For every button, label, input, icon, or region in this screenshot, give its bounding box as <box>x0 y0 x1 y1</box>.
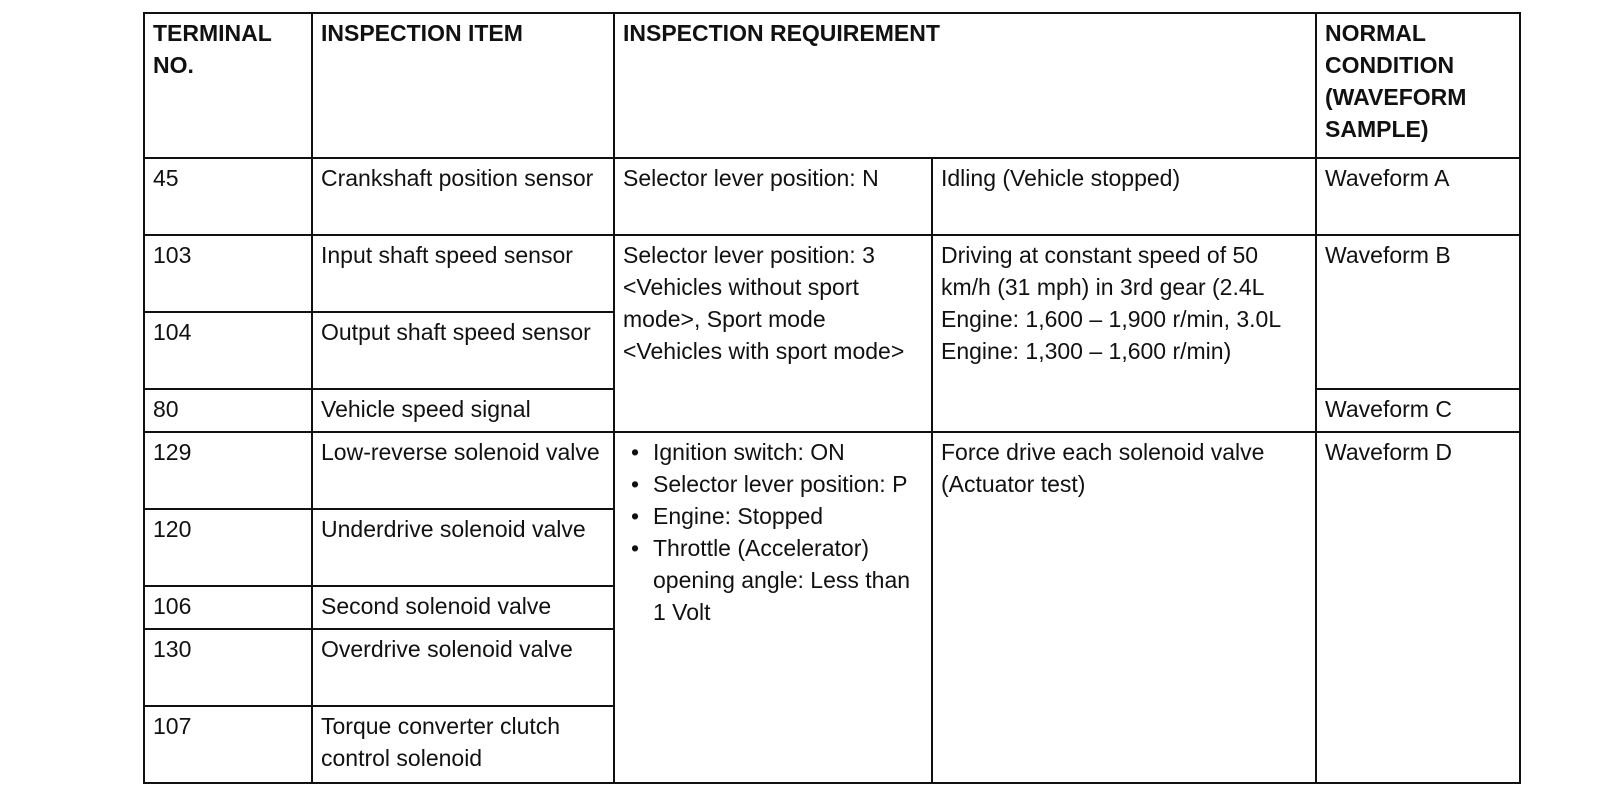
terminal-cell: 104 <box>144 312 312 389</box>
requirement-bullet: • Throttle (Accelerator) opening angle: Less than 1 Volt <box>623 532 923 628</box>
item-cell: Vehicle speed signal <box>312 389 614 432</box>
terminal-cell: 45 <box>144 158 312 235</box>
header-item: INSPECTION ITEM <box>312 13 614 158</box>
requirement-bullet: • Engine: Stopped <box>623 500 923 532</box>
header-requirement: INSPECTION REQUIREMENT <box>614 13 1316 158</box>
inspection-table <box>143 12 1521 784</box>
header-row <box>144 13 1520 158</box>
terminal-cell: 107 <box>144 706 312 783</box>
item-cell: Low-reverse solenoid valve <box>312 432 614 509</box>
header-condition: NORMAL CONDITION (WAVEFORM SAMPLE) <box>1316 13 1520 158</box>
waveform-cell: Waveform D <box>1316 432 1520 783</box>
requirement-cell: Selector lever position: 3 <Vehicles without sport mode>, Sport mode <Vehicles with sport mode> <box>614 235 932 432</box>
item-cell: Crankshaft position sensor <box>312 158 614 235</box>
requirement-cell: Selector lever position: N <box>614 158 932 235</box>
condition-cell: Force drive each solenoid valve (Actuator test) <box>932 432 1316 783</box>
table-row <box>144 158 1520 235</box>
terminal-cell: 103 <box>144 235 312 312</box>
waveform-cell: Waveform B <box>1316 235 1520 389</box>
requirement-cell <box>614 432 932 783</box>
table-row <box>144 235 1520 312</box>
terminal-cell: 130 <box>144 629 312 706</box>
table-row <box>144 432 1520 509</box>
condition-cell: Driving at constant speed of 50 km/h (31 mph) in 3rd gear (2.4L Engine: 1,600 – 1,900 r/min, 3.0L Engine: 1,300 – 1,600 r/min) <box>932 235 1316 432</box>
item-cell: Underdrive solenoid valve <box>312 509 614 586</box>
waveform-cell: Waveform C <box>1316 389 1520 432</box>
requirement-bullet: • Ignition switch: ON <box>623 436 923 468</box>
condition-cell: Idling (Vehicle stopped) <box>932 158 1316 235</box>
terminal-cell: 80 <box>144 389 312 432</box>
header-terminal: TERMINAL NO. <box>144 13 312 158</box>
item-cell: Input shaft speed sensor <box>312 235 614 312</box>
terminal-cell: 129 <box>144 432 312 509</box>
terminal-cell: 106 <box>144 586 312 629</box>
item-cell: Torque converter clutch control solenoid <box>312 706 614 783</box>
item-cell: Second solenoid valve <box>312 586 614 629</box>
item-cell: Overdrive solenoid valve <box>312 629 614 706</box>
item-cell: Output shaft speed sensor <box>312 312 614 389</box>
terminal-cell: 120 <box>144 509 312 586</box>
requirement-bullet: • Selector lever position: P <box>623 468 923 500</box>
waveform-cell: Waveform A <box>1316 158 1520 235</box>
requirement-list <box>623 436 923 628</box>
